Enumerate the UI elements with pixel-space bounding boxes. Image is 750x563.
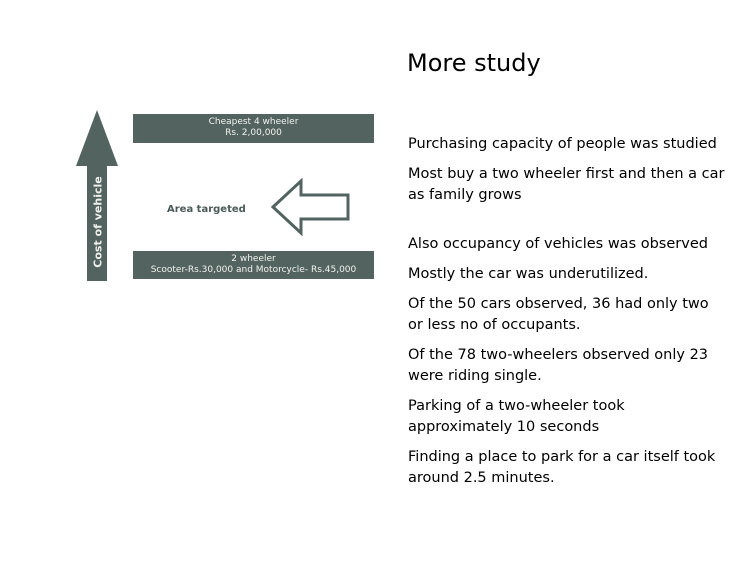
bottom-band	[133, 251, 374, 279]
bottom-band-prices: Scooter-Rs.30,000 and Motorcycle- Rs.45,000	[150, 265, 357, 275]
axis-label: Cost of vehicle	[91, 176, 105, 268]
bullet-item: Of the 50 cars observed, 36 had only two or less no of occupants.	[408, 296, 709, 333]
top-band-label: Cheapest 4 wheeler	[208, 117, 299, 127]
left-arrow-outline-icon	[270, 178, 352, 236]
bullet-item: Most buy a two wheeler first and then a car as family grows	[408, 166, 725, 203]
bullet-item: Parking of a two-wheeler took approximately 10 seconds	[408, 398, 625, 435]
bullet-list	[408, 134, 728, 498]
bullet-item: Mostly the car was underutilized.	[408, 266, 649, 282]
bullet-item: Of the 78 two-wheelers observed only 23 were riding single.	[408, 347, 709, 384]
top-band	[133, 114, 374, 143]
area-targeted-label: Area targeted	[167, 204, 246, 215]
slide-title: More study	[407, 49, 541, 77]
bullet-item: Also occupancy of vehicles was observed	[408, 236, 708, 252]
bottom-band-label: 2 wheeler	[231, 254, 276, 264]
bullet-item: Purchasing capacity of people was studied	[408, 136, 717, 152]
bullet-item: Finding a place to park for a car itself took around 2.5 minutes.	[408, 449, 716, 486]
top-band-price: Rs. 2,00,000	[225, 128, 282, 138]
